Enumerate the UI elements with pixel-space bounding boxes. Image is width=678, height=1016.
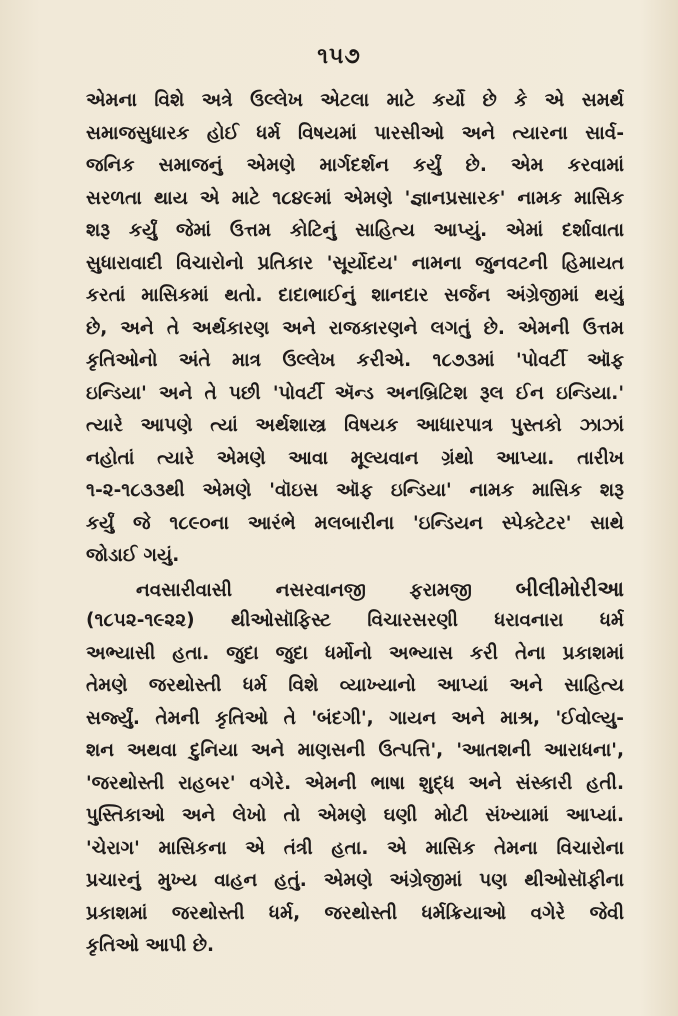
heading-name: બીલીમોરીઆ [515, 576, 624, 601]
text-line: સમાજસુધારક હોઈ ધર્મ વિષયમાં પારસીઓ અને ત્યારના સાર્વ- [86, 122, 624, 144]
paragraph-dadabhai [86, 85, 624, 573]
text-line: જોડાઈ ગયું. [86, 545, 180, 566]
text-line: છે, અને તે અર્થકારણ અને રાજકારણને લગતું છે. એમની ઉત્તમ [86, 317, 624, 339]
text-line: સર્જ્યું. તેમની કૃતિઓ તે 'બંદગી', ગાયન અને માશ્ર, 'ઈવોલ્યુ- [86, 707, 624, 729]
text-line: શન અથવા દુનિયા અને માણસની ઉત્પત્તિ', 'આતશની આરાધના', [86, 740, 624, 761]
text-line: અભ્યાસી હતા. જુદા જુદા ધર્મોનો અભ્યાસ કરી તેના પ્રકાશમાં [86, 642, 624, 664]
text-line: તેમણે જરથોસ્તી ધર્મ વિશે વ્યાખ્યાનો આપ્યાં અને સાહિત્ય [86, 675, 624, 696]
page-number: ૧૫૭ [317, 44, 361, 69]
text-line: પુસ્તિકાઓ અને લેખો તો એમણે ઘણી મોટી સંખ્યામાં આપ્યાં. [86, 805, 624, 826]
heading-prefix: નવસારીવાસી નસરવાનજી ફરામજી [136, 579, 472, 601]
text-line: કરતાં માસિકમાં થતો. દાદાભાઈનું શાનદાર સર્જન અંગ્રેજીમાં થયું [86, 285, 624, 306]
body-text [86, 85, 624, 963]
text-line: ત્યારે આપણે ત્યાં અર્થશાસ્ત્ર વિષયક આધારપાત્ર પુસ્તકો ઝાઝાં [86, 415, 624, 436]
text-line: ઇન્ડિયા' અને તે પછી 'પોવર્ટી ઍન્ડ અનબ્રિટિશ રૂલ ઈન ઇન્ડિયા.' [86, 382, 624, 404]
text-line: કૃતિઓનો અંતે માત્ર ઉલ્લેખ કરીએ. ૧૮૭૩માં 'પોવર્ટી ઑફ [86, 350, 624, 371]
text-line: (૧૮૫૨-૧૯૨૨) થીઓસૉફિસ્ટ વિચારસરણી ધરાવનારા ધર્મ [86, 610, 624, 631]
paragraph-heading-line [86, 573, 624, 606]
text-line: કૃતિઓ આપી છે. [86, 935, 215, 956]
text-line: જનિક સમાજનું એમણે માર્ગદર્શન કર્યું છે. એમ કરવામાં [86, 155, 624, 176]
text-line: નહોતાં ત્યારે એમણે આવા મૂલ્યવાન ગ્રંથો આપ્યા. તારીખ [86, 447, 624, 469]
text-line: કર્યું જે ૧૮૯૦ના આરંભે મલબારીના 'ઇન્ડિયન સ્પેક્ટેટર' સાથે [86, 512, 624, 534]
text-line: એમના વિશે અત્રે ઉલ્લેખ એટલા માટે કર્યો છે કે એ સમર્થ [86, 90, 624, 111]
text-line: સુધારાવાદી વિચારોનો પ્રતિકાર 'સૂર્યોદય' નામના જુનવટની હિમાયત [86, 252, 624, 274]
paragraph-bilimoria [86, 573, 624, 963]
text-line: શરૂ કર્યું જેમાં ઉત્તમ કોટિનું સાહિત્ય આપ્યું. એમાં દર્શાવાતા [86, 220, 624, 241]
text-line: સરળતા થાય એ માટે ૧૮૪૯માં એમણે 'જ્ઞાનપ્રસારક' નામક માસિક [86, 187, 624, 209]
text-line: ૧-૨-૧૮૩૩થી એમણે 'વૉઇસ ઑફ ઇન્ડિયા' નામક માસિક શરૂ [86, 480, 624, 501]
text-line: 'જરથોસ્તી રાહબર' વગેરે. એમની ભાષા શુદ્ધ અને સંસ્કારી હતી. [86, 772, 624, 794]
text-line: પ્રકાશમાં જરથોસ્તી ધર્મ, જરથોસ્તી ધર્મક્રિયાઓ વગેરે જેવી [86, 902, 624, 924]
text-line: 'ચેરાગ' માસિકના એ તંત્રી હતા. એ માસિક તેમના વિચારોના [86, 837, 624, 859]
text-line: પ્રચારનું મુખ્ય વાહન હતું. એમણે અંગ્રેજીમાં પણ થીઓસૉફીના [86, 870, 624, 891]
